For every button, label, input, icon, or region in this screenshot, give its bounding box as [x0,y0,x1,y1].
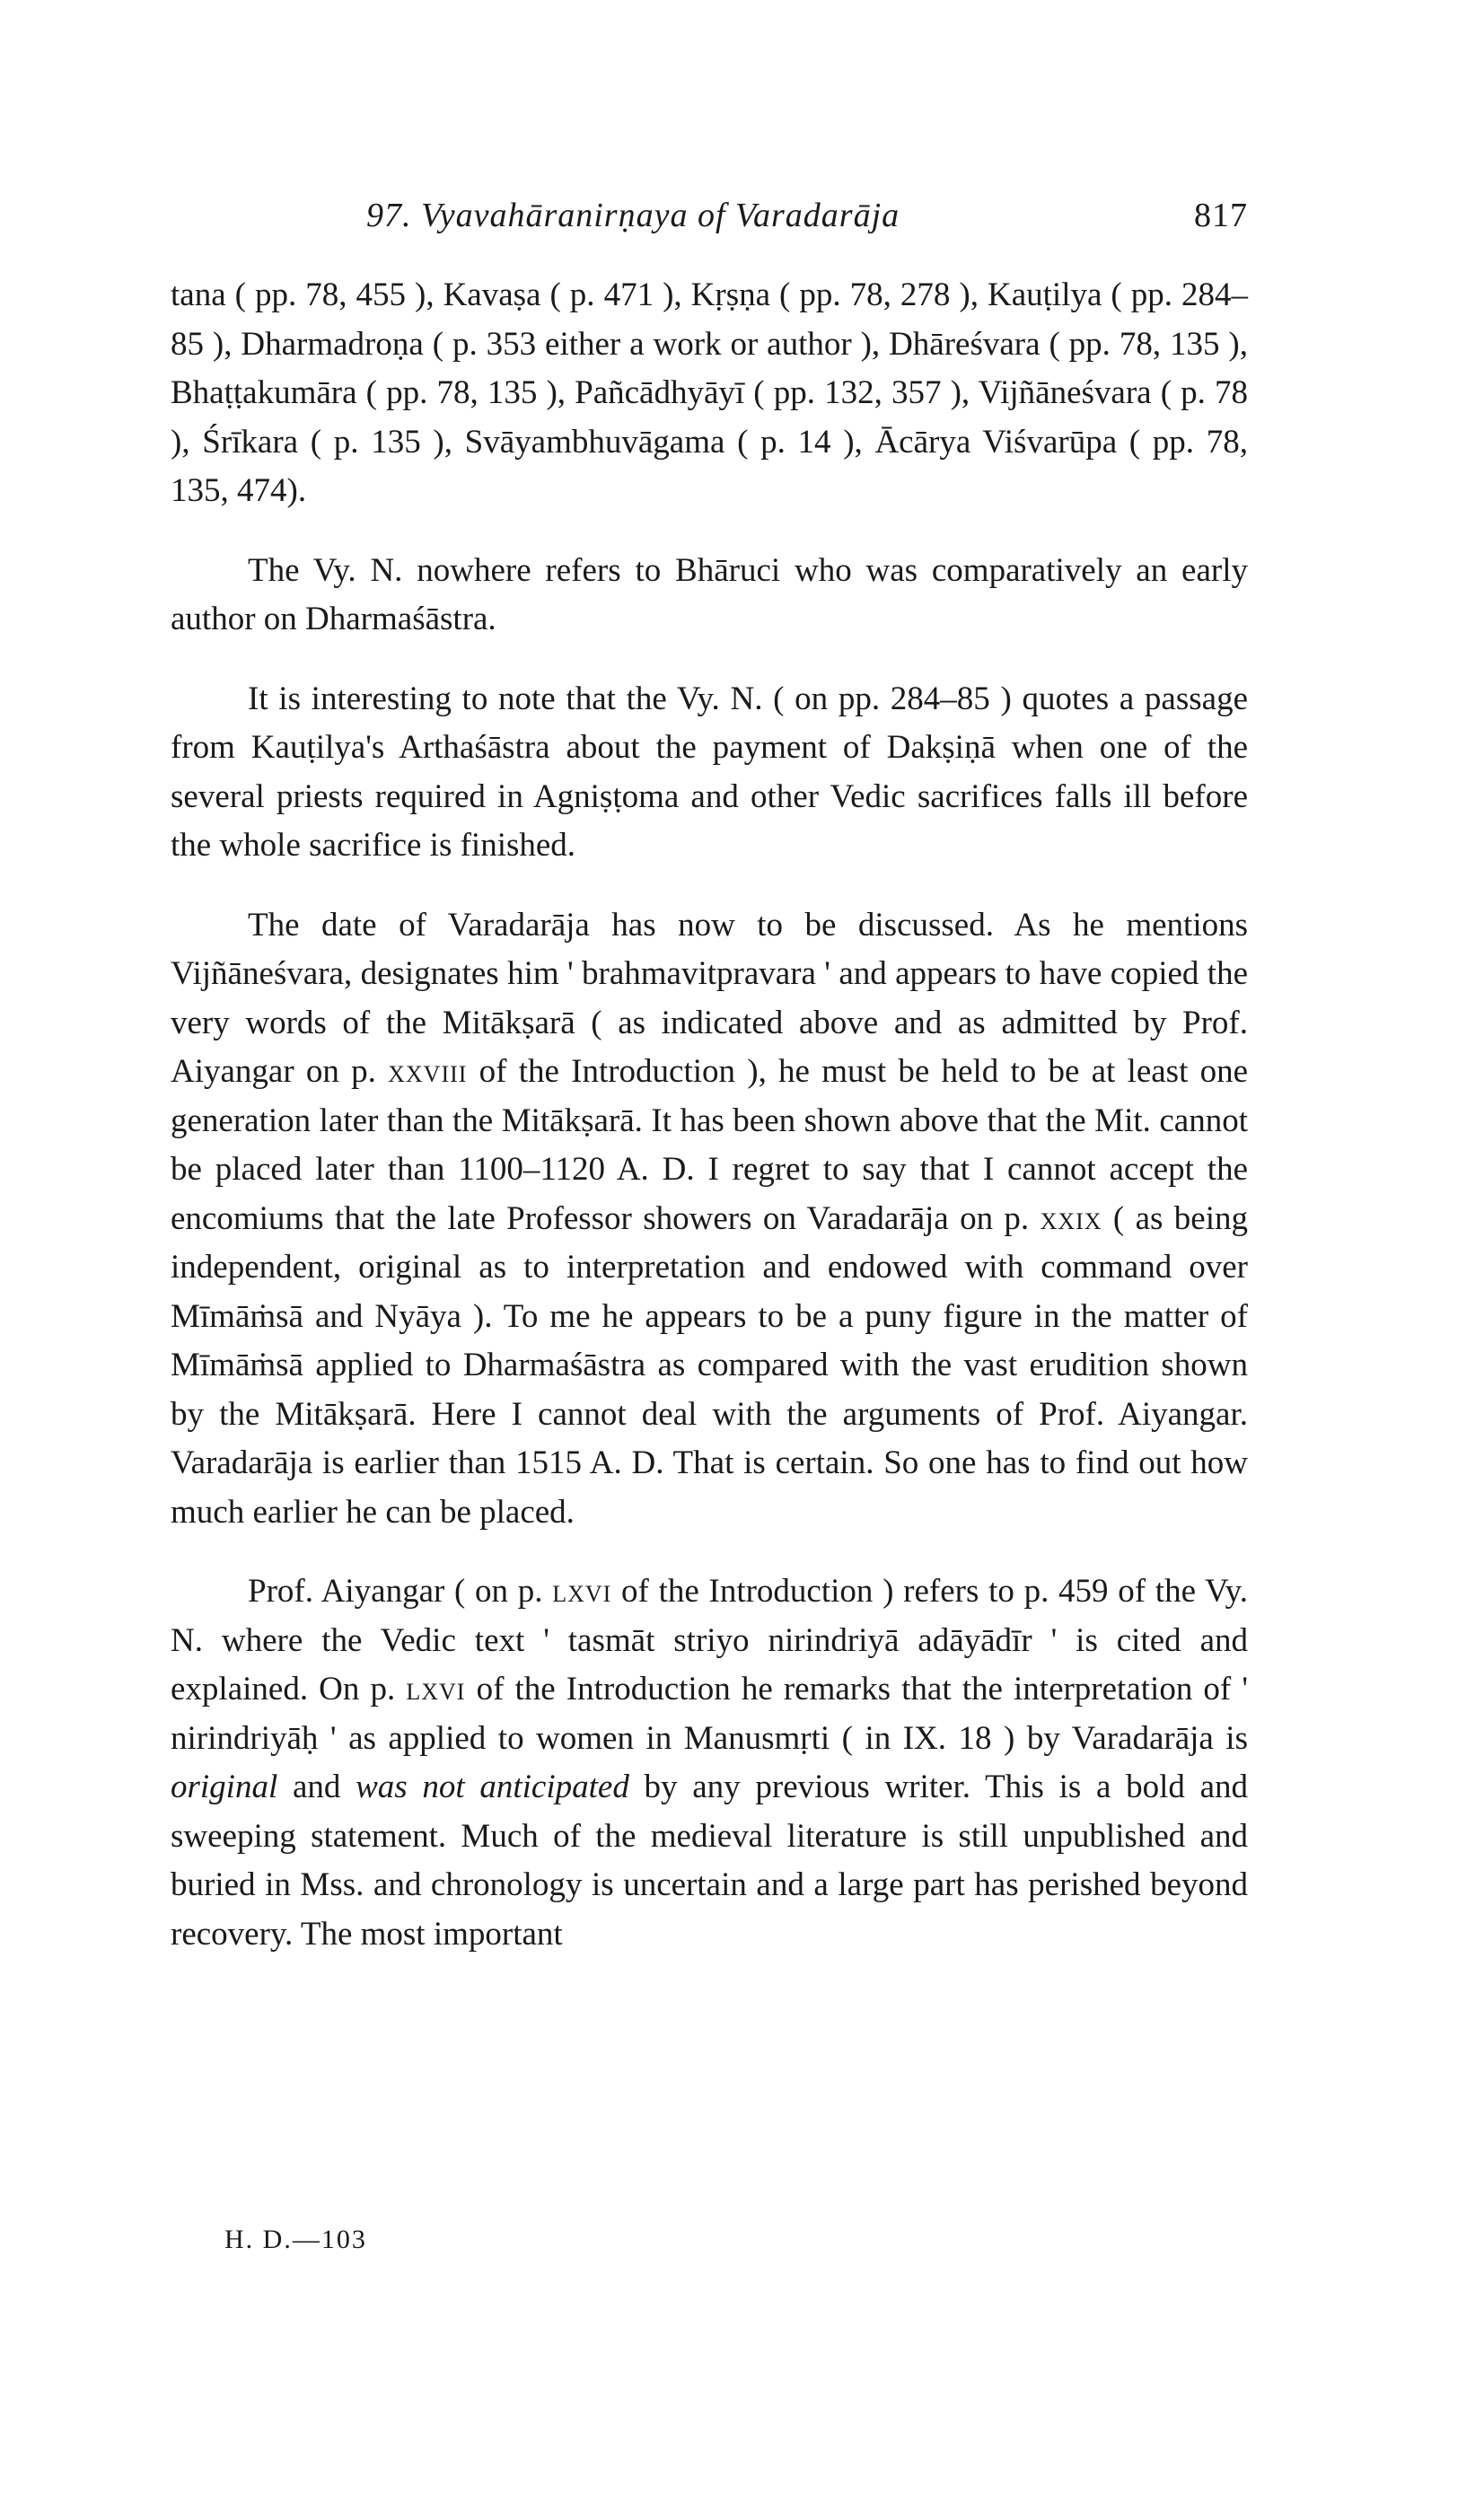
emphasis-text: was not anticipated [356,1769,629,1805]
signature-mark: H. D.—103 [224,2225,367,2254]
body-text [171,271,1248,1989]
paragraph-text: of the Introduction he remarks that the interpretation of ' nirindriyāḥ ' as applied to women in Manusmṛti ( in IX. 18 ) by Varadarāja is [171,1671,1249,1757]
paragraph-text: The date of Varadarāja has now to be discussed. As he mentions Vijñāneśvara, designates him ' brahmavitpravara ' and appears to have copied the very words of the Mitākṣarā ( as indicated above and as admitted by Prof. Aiyangar on p. [171,906,1248,1090]
emphasis-text: original [171,1769,278,1805]
roman-page-ref: lxvi [552,1573,612,1610]
paragraph-kautilya: It is interesting to note that the Vy. N. ( on pp. 284–85 ) quotes a passage from Kauṭilya's Arthaśāstra about the payment of Dakṣiṇā when one of the several priests required in Agniṣṭoma and other Vedic sacrifices falls ill before the whole sacrifice is finished. [171,680,1248,864]
roman-page-ref: lxvi [406,1671,466,1708]
paragraph-aiyangar [171,1567,1248,1959]
page-header [171,196,1248,250]
paragraph-continued: tana ( pp. 78, 455 ), Kavaṣa ( p. 471 ), Kṛṣṇa ( pp. 78, 278 ), Kauṭilya ( pp. 284–85 ), Dharmadroṇa ( p. 353 either a work or author ), Dhāreśvara ( pp. 78, 135 ), Bhaṭṭakumāra ( pp. 78, 135 ), Pañcādhyāyī ( pp. 132, 357 ), Vijñāneśvara ( p. 78 ), Śrīkara ( p. 135 ), Svāyambhuvāgama ( p. 14 ), Ācārya Viśvarūpa ( pp. 78, 135, 474). [171,277,1248,509]
paragraph-text: and [277,1769,356,1805]
paragraph-text: Prof. Aiyangar ( on p. [248,1573,553,1610]
roman-page-ref: xxix [1040,1199,1102,1237]
roman-page-ref: xxviii [388,1053,468,1090]
paragraph-bharuci: The Vy. N. nowhere refers to Bhāruci who was comparatively an early author on Dharmaśāstra. [171,551,1248,637]
running-title: 97. Vyavahāranirṇaya of Varadarāja [366,197,900,234]
paragraph-text: of the Introduction ), he must be held to be at least one generation later than the Mitākṣarā. It has been shown above that the Mit. cannot be placed later than 1100–1120 A. D. I regret to say that I cannot accept the encomiums that the late Professor showers on Varadarāja on p. [171,1053,1249,1237]
paragraph-text: ( as being independent, original as to interpretation and endowed with command over Mīmāṁsā and Nyāya ). To me he appears to be a puny figure in the matter of Mīmāṁsā applied to Dharmaśāstra as compared with the vast erudition shown by the Mitākṣarā. Here I cannot deal with the arguments of Prof. Aiyangar. Varadarāja is earlier than 1515 A. D. That is certain. So one has to find out how much earlier he can be placed. [171,1199,1248,1531]
paragraph-date-discussion [171,901,1248,1538]
page-number: 817 [1194,197,1248,234]
paragraph-text: of the Introduction ) refers to p. 459 of the Vy. N. where the Vedic text ' tasmāt striyo nirindriyā adāyādīr ' is cited and explained. On p. [171,1573,1249,1708]
paragraph-text: by any previous writer. This is a bold and sweeping statement. Much of the medieval literature is still unpublished and buried in Mss. and chronology is uncertain and a large part has perished beyond recovery. The most important [171,1769,1248,1953]
